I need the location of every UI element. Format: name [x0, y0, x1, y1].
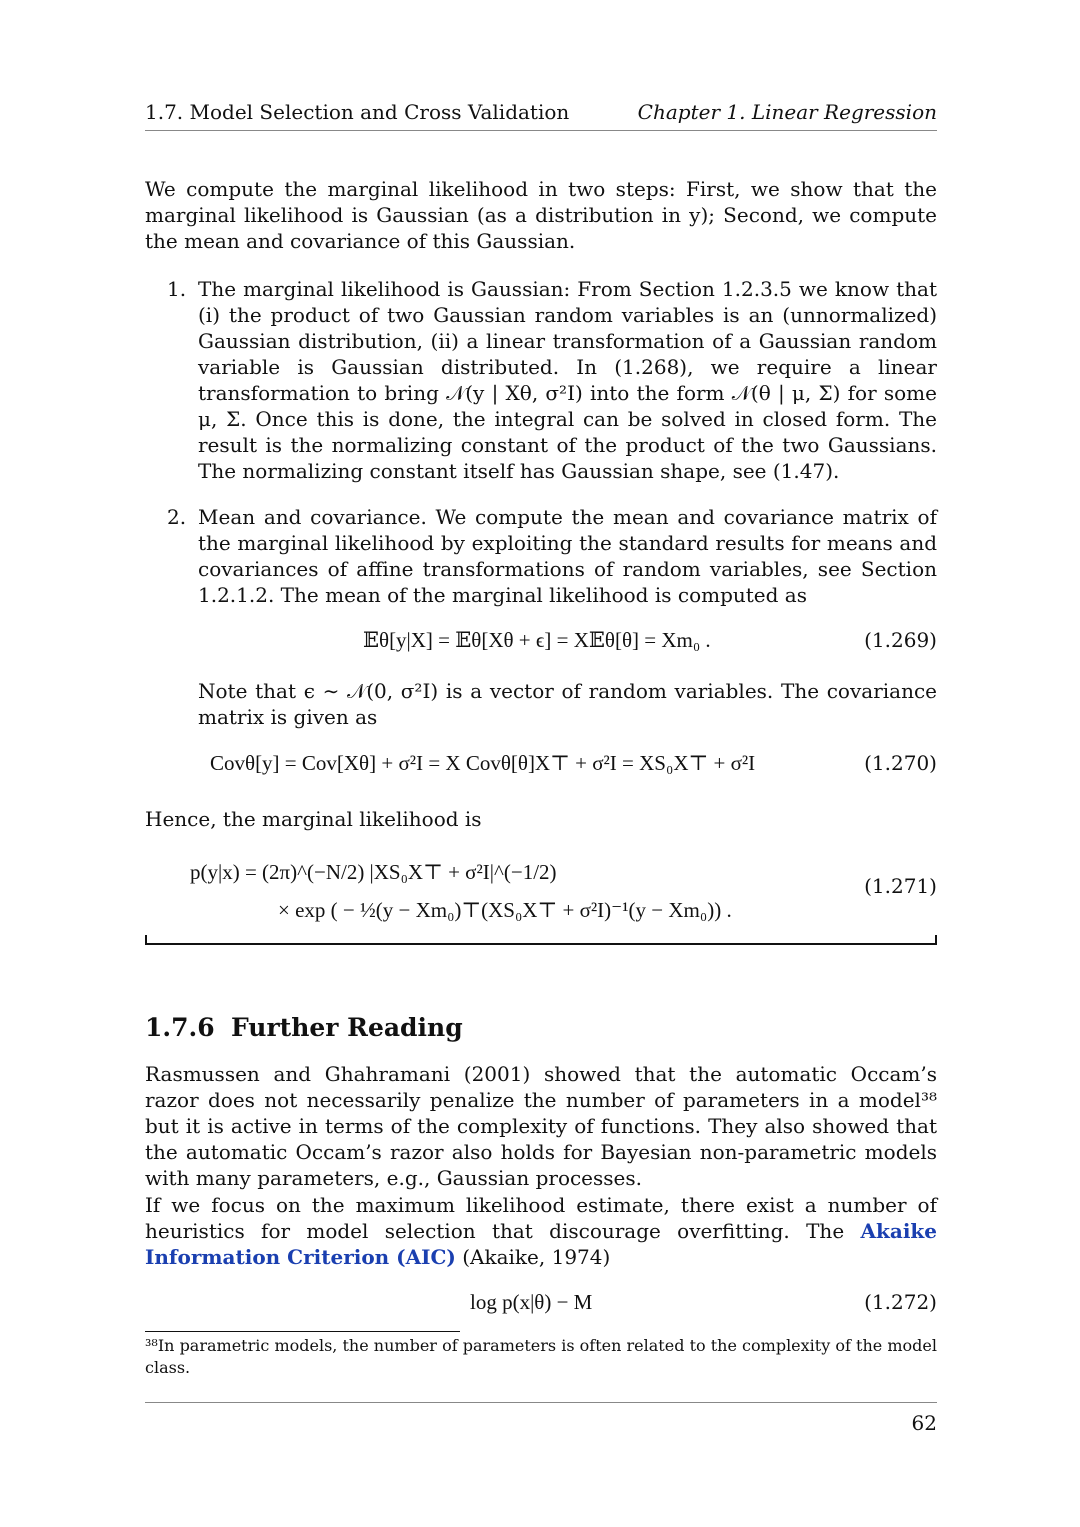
equation-body: log p(x|θ) − M: [470, 1290, 593, 1314]
footnote-38: ³⁸In parametric models, the number of parameters is often related to the complexity of the model class.: [145, 1336, 937, 1377]
aic-link[interactable]: Akaike Information Criterion (AIC): [145, 1219, 937, 1269]
running-header: [145, 100, 937, 131]
equation-number: (1.269): [864, 628, 937, 652]
section-heading: [145, 1013, 463, 1042]
example-end-rule: [145, 943, 937, 945]
equation-line-1: p(y|x) = (2π)^(−N/2) |XS₀X⊤ + σ²I|^(−1/2): [190, 860, 557, 884]
note-paragraph: Note that ϵ ∼ 𝒩(0, σ²I) is a vector of random variables. The covariance matrix is given as: [198, 679, 937, 729]
equation-line-2: × exp ( − ½(y − Xm₀)⊤(XS₀X⊤ + σ²I)⁻¹(y − Xm₀)) .: [278, 898, 732, 922]
list-item-text: The marginal likelihood is Gaussian: From Section 1.2.3.5 we know that (i) the product of two Gaussian random variables is an (unnormalized) Gaussian distribution, (ii) a linear transformation of a Gaussian random variable is Gaussian distributed. In (1.268), we require a linear transformation to bring 𝒩(y | Xθ, σ²I) into the form 𝒩(θ | μ, Σ) for some μ, Σ. Once this is done, the integral can be solved in closed form. The result is the normalizing constant of the product of the two Gaussians. The normalizing constant itself has Gaussian shape, see (1.47).: [198, 277, 937, 483]
list-item: [167, 504, 937, 608]
list-item-text: Mean and covariance. We compute the mean and covariance matrix of the marginal likelihood by exploiting the standard results for means and covariances of affine transformations of random variables, see Section 1.2.1.2. The mean of the marginal likelihood is computed as: [198, 505, 937, 607]
equation-number: (1.271): [864, 874, 937, 898]
hence-paragraph: Hence, the marginal likelihood is: [145, 807, 482, 831]
header-chapter-title: Chapter 1. Linear Regression: [637, 100, 937, 124]
list-item: [167, 276, 937, 484]
list-item-number: 1.: [167, 277, 187, 301]
section-number: 1.7.6: [145, 1013, 215, 1042]
intro-paragraph: We compute the marginal likelihood in two steps: First, we show that the marginal likelihood is Gaussian (as a distribution in y); Second, we compute the mean and covariance of this Gaussian.: [145, 177, 937, 253]
section-title: Further Reading: [231, 1013, 463, 1042]
page-number: 62: [911, 1411, 937, 1435]
equation-number: (1.270): [864, 751, 937, 775]
page-footer: [145, 1402, 937, 1435]
further-reading-paragraph-1: Rasmussen and Ghahramani (2001) showed that the automatic Occam’s razor does not necessarily penalize the number of parameters in a model³⁸ but it is active in terms of the complexity of functions. They also showed that the automatic Occam’s razor also holds for Bayesian non-parametric models with many parameters, e.g., Gaussian processes.: [145, 1062, 937, 1190]
header-section-title: 1.7. Model Selection and Cross Validation: [145, 100, 570, 124]
footnote-rule: [145, 1331, 460, 1332]
equation-body: 𝔼θ[y|X] = 𝔼θ[Xθ + ϵ] = X𝔼θ[θ] = Xm₀ .: [363, 628, 711, 652]
equation-1-271: [145, 860, 937, 930]
equation-body: Covθ[y] = Cov[Xθ] + σ²I = X Covθ[θ]X⊤ + σ²I = XS₀X⊤ + σ²I: [210, 751, 756, 775]
list-item-number: 2.: [167, 505, 187, 529]
further-reading-paragraph-2: If we focus on the maximum likelihood estimate, there exist a number of heuristics for model selection that discourage overfitting. The Akaike Information Criterion (AIC) (Akaike, 1974): [145, 1193, 937, 1269]
equation-number: (1.272): [864, 1290, 937, 1314]
